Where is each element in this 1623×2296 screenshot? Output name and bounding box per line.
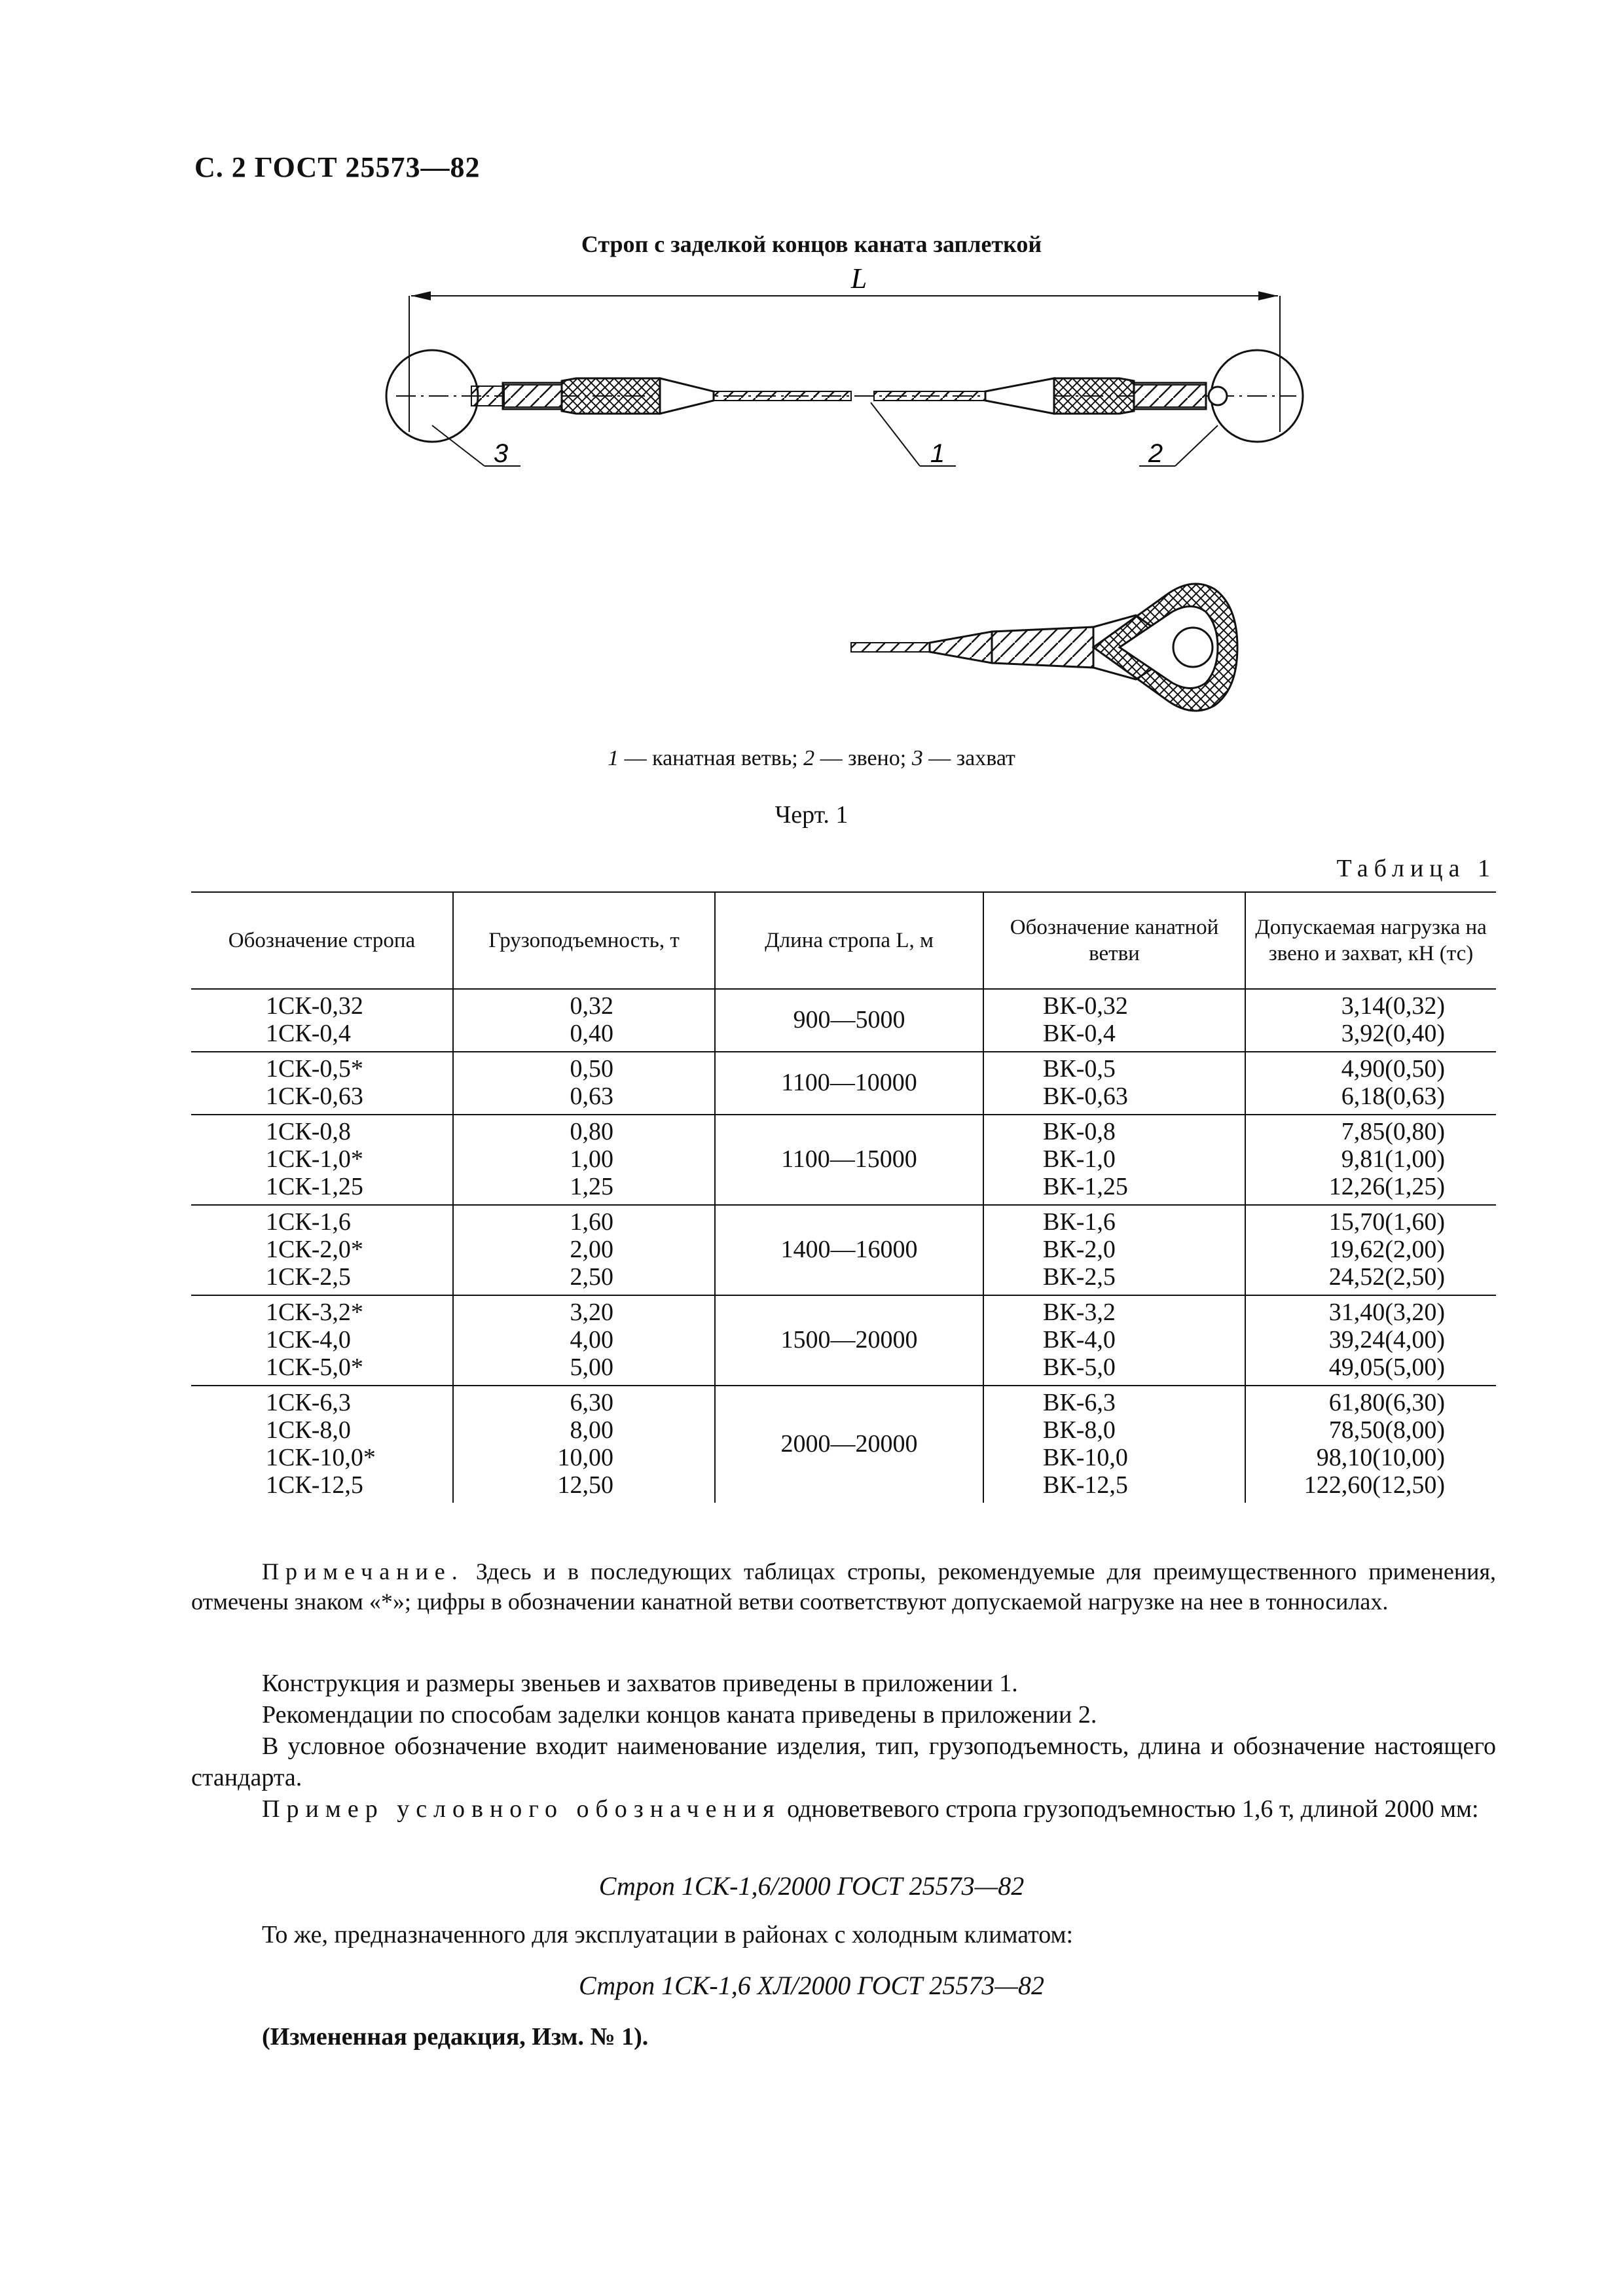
col-header-length: Длина стропа L, м (715, 892, 983, 989)
table-row: 1СК-1,6 1СК-2,0* 1СК-2,5 1,60 2,00 2,50 1400—16000 ВК-1,6 ВК-2,0 ВК-2,5 15,70(1,60) 19,62(2,00) 24,52(2,50) (191, 1205, 1496, 1295)
revision-note: (Измененная редакция, Изм. № 1). (262, 2023, 649, 2051)
svg-text:2: 2 (1148, 439, 1163, 468)
col-header-capacity: Грузоподъемность, т (453, 892, 715, 989)
left-rope-end (471, 378, 851, 414)
callout-2 (1139, 425, 1218, 468)
col-header-load: Допускаемая нагрузка на звено и захват, кН (тс) (1245, 892, 1496, 989)
paragraph-cold-climate: То же, предназначенного для эксплуатации в районах с холодным климатом: (262, 1921, 1074, 1948)
dimension-label: L (850, 268, 867, 295)
col-header-code: Обозначение стропа (191, 892, 453, 989)
col-header-rope: Обозначение канатной ветви (983, 892, 1245, 989)
figure-caption: Черт. 1 (775, 801, 848, 829)
example-designation-cold: Строп 1СК-1,6 ХЛ/2000 ГОСТ 25573—82 (579, 1971, 1044, 2000)
sling-drawing (367, 268, 1322, 740)
example-designation: Строп 1СК-1,6/2000 ГОСТ 25573—82 (598, 1871, 1025, 1901)
table-header-row (191, 892, 1496, 989)
paragraph-recommendations: Рекомендации по способам заделки концов каната приведены в приложении 2. (262, 1701, 1097, 1729)
table-row: 1СК-6,3 1СК-8,0 1СК-10,0* 1СК-12,5 6,30 8,00 10,00 12,50 2000—20000 ВК-6,3 ВК-8,0 ВК-10,0 ВК-12,5 61,80(6,30) 78,50(8,00) 98,10(10,00) 122,60(12,50) (191, 1386, 1496, 1503)
table-row: 1СК-0,32 1СК-0,4 0,32 0,40 900—5000 ВК-0,32 ВК-0,4 3,14(0,32) 3,92(0,40) (191, 989, 1496, 1052)
figure-title: Строп с заделкой концов каната заплеткой (581, 231, 1042, 257)
figure-legend: 1 — канатная ветвь; 2 — звено; 3 — захват (608, 746, 1015, 770)
table-row: 1СК-0,5* 1СК-0,63 0,50 0,63 1100—10000 ВК-0,5 ВК-0,63 4,90(0,50) 6,18(0,63) (191, 1052, 1496, 1115)
paragraph-links: Конструкция и размеры звеньев и захватов приведены в приложении 1. (262, 1670, 1018, 1697)
specs-table (191, 891, 1496, 1503)
table-label: Таблица 1 (1336, 855, 1496, 882)
svg-text:3: 3 (493, 439, 509, 468)
callout-3 (432, 425, 520, 468)
table-row: 1СК-3,2* 1СК-4,0 1СК-5,0* 3,20 4,00 5,00 1500—20000 ВК-3,2 ВК-4,0 ВК-5,0 31,40(3,20) 39,24(4,00) 49,05(5,00) (191, 1295, 1496, 1386)
right-rope-end (874, 378, 1227, 414)
callout-1 (871, 403, 956, 468)
paragraph-designation: В условное обозначение входит наименование изделия, тип, грузоподъемность, длина и обозначение настоящего стандарта. (191, 1732, 1496, 1791)
table-row: 1СК-0,8 1СК-1,0* 1СК-1,25 0,80 1,00 1,25 1100—15000 ВК-0,8 ВК-1,0 ВК-1,25 7,85(0,80) 9,81(1,00) 12,26(1,25) (191, 1115, 1496, 1205)
page-header: С. 2 ГОСТ 25573—82 (194, 151, 481, 183)
thimble-detail (851, 584, 1237, 711)
svg-text:1: 1 (930, 439, 945, 468)
paragraph-example: Пример условного обозначения одноветвевого стропа грузоподъемностью 1,6 т, длиной 2000 мм: (262, 1795, 1479, 1823)
table-note: Примечание. Здесь и в последующих таблицах стропы, рекомендуемые для преимущественного применения, отмечены знаком «*»; цифры в обозначении канатной ветви соответствуют допускаемой нагрузке на нее в тонносилах. (191, 1558, 1496, 1615)
